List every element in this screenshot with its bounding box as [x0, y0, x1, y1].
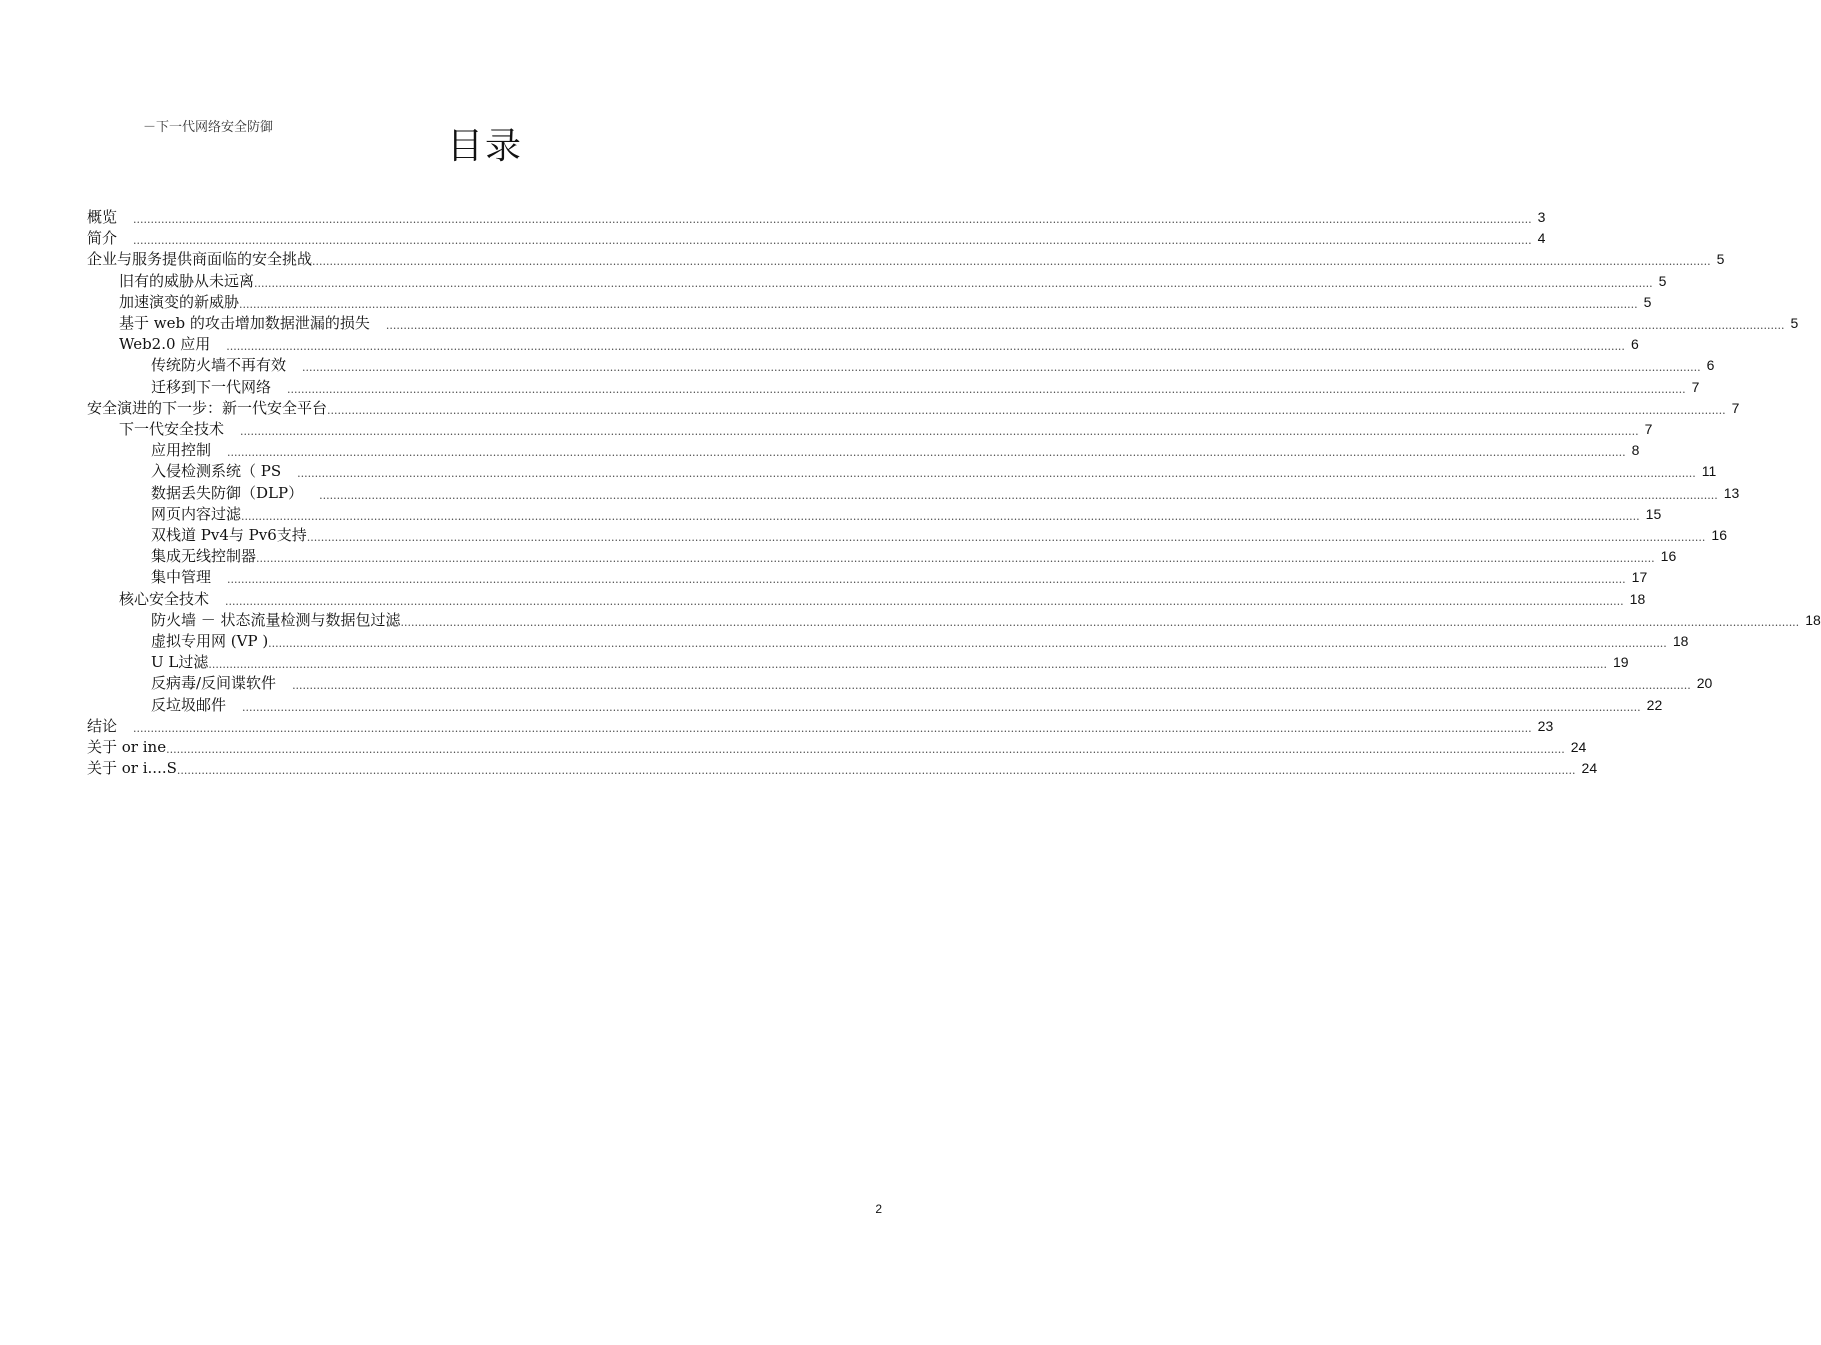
- toc-entry-page: 19: [1613, 654, 1629, 671]
- toc-leader-dots: ................................................................................................................................................................................................................................................................................................................................................................................................................: [133, 234, 1532, 248]
- toc-entry-label: 反垃圾邮件: [151, 695, 227, 714]
- toc-entry-label: 安全演进的下一步：新一代安全平台: [87, 398, 328, 417]
- toc-entry-label: 反病毒/反间谍软件: [151, 674, 277, 693]
- toc-entry-page: 6: [1630, 336, 1639, 353]
- toc-entry-label: 关于 or i....S: [87, 759, 177, 778]
- page-title: 目录: [446, 126, 523, 167]
- toc-entry-page: 5: [1790, 315, 1799, 331]
- page-number: 2: [875, 1202, 882, 1216]
- toc-leader-dots: ................................................................................................................................................................................................................................................................................................................................................................................................................: [133, 721, 1532, 735]
- toc-leader-dots: ................................................................................................................................................................................................................................................................................................................................................................................................................: [227, 573, 1626, 587]
- toc-leader-dots: ................................................................................................................................................................................................................................................................................................................................................................................................................: [166, 743, 1565, 756]
- toc-leader-dots: ................................................................................................................................................................................................................................................................................................................................................................................................................: [306, 531, 1706, 544]
- toc-leader-dots: ................................................................................................................................................................................................................................................................................................................................................................................................................: [226, 340, 1625, 354]
- toc-leader-dots: ................................................................................................................................................................................................................................................................................................................................................................................................................: [400, 615, 1800, 629]
- toc-leader-dots: ................................................................................................................................................................................................................................................................................................................................................................................................................: [240, 425, 1639, 438]
- toc-entry-page: 22: [1646, 696, 1663, 713]
- toc-entry[interactable]: [87, 398, 1740, 419]
- toc-entry[interactable]: [87, 228, 1546, 249]
- toc-entry-label: 核心安全技术: [119, 589, 210, 608]
- toc-leader-dots: ................................................................................................................................................................................................................................................................................................................................................................................................................: [385, 319, 1785, 332]
- toc-entry-label: 防火墙 － 状态流量检测与数据包过滤: [151, 610, 401, 629]
- toc-entry[interactable]: [87, 737, 1587, 758]
- toc-entry-page: 18: [1629, 590, 1646, 607]
- toc-leader-dots: ................................................................................................................................................................................................................................................................................................................................................................................................................: [302, 361, 1701, 375]
- toc-entry[interactable]: [151, 355, 1715, 376]
- toc-leader-dots: ................................................................................................................................................................................................................................................................................................................................................................................................................: [268, 637, 1667, 650]
- toc-entry-label: U L过滤: [151, 653, 209, 672]
- toc-entry[interactable]: [151, 695, 1663, 716]
- toc-entry-label: 集中管理: [151, 568, 212, 587]
- toc-entry[interactable]: [119, 589, 1646, 610]
- toc-entry-page: 8: [1631, 442, 1640, 459]
- toc-entry-page: 7: [1731, 399, 1740, 416]
- toc-entry-page: 4: [1537, 230, 1546, 247]
- toc-entry-label: 应用控制: [151, 441, 212, 460]
- toc-entry-label: Web2.0 应用: [119, 335, 211, 354]
- toc-entry[interactable]: [87, 249, 1725, 270]
- toc-entry-label: 结论: [87, 716, 118, 735]
- toc-entry[interactable]: [151, 631, 1689, 652]
- toc-entry-label: 传统防火墙不再有效: [151, 356, 287, 375]
- toc-entry-label: 数据丢失防御（DLP）: [151, 483, 304, 502]
- toc-leader-dots: ................................................................................................................................................................................................................................................................................................................................................................................................................: [297, 467, 1696, 481]
- toc-entry-page: 7: [1691, 378, 1700, 395]
- toc-entry-page: 7: [1644, 421, 1653, 437]
- toc-entry-page: 18: [1672, 633, 1689, 649]
- toc-entry-page: 15: [1645, 505, 1662, 522]
- toc-leader-dots: ................................................................................................................................................................................................................................................................................................................................................................................................................: [242, 700, 1641, 714]
- toc-entry[interactable]: [151, 567, 1648, 588]
- toc-entry[interactable]: [151, 504, 1662, 525]
- toc-entry-page: 20: [1696, 675, 1713, 692]
- toc-entry-label: 虚拟专用网 (VP ): [151, 632, 269, 650]
- toc-leader-dots: ................................................................................................................................................................................................................................................................................................................................................................................................................: [287, 382, 1686, 396]
- toc-entry-label: 加速演变的新威胁: [119, 292, 240, 311]
- toc-leader-dots: ................................................................................................................................................................................................................................................................................................................................................................................................................: [133, 213, 1532, 226]
- toc-entry-page: 18: [1805, 611, 1821, 628]
- toc-leader-dots: ................................................................................................................................................................................................................................................................................................................................................................................................................: [176, 764, 1576, 778]
- toc-entry-page: 5: [1643, 293, 1652, 310]
- toc-entry-label: 旧有的威胁从未远离: [119, 271, 255, 290]
- toc-entry-page: 24: [1581, 760, 1598, 777]
- toc-entry-label: 关于 or ine: [87, 738, 167, 756]
- toc-entry-page: 6: [1706, 357, 1715, 374]
- toc-entry[interactable]: [151, 483, 1740, 504]
- toc-entry[interactable]: [119, 292, 1652, 313]
- toc-leader-dots: ................................................................................................................................................................................................................................................................................................................................................................................................................: [241, 509, 1640, 523]
- toc-entry-label: 入侵检测系统（ PS: [151, 462, 282, 481]
- toc-entry[interactable]: [151, 673, 1713, 694]
- toc-leader-dots: ................................................................................................................................................................................................................................................................................................................................................................................................................: [225, 594, 1624, 608]
- toc-entry-page: 17: [1631, 569, 1648, 586]
- toc-entry-page: 5: [1716, 251, 1725, 268]
- toc-entry[interactable]: [151, 652, 1629, 673]
- toc-entry[interactable]: [151, 461, 1717, 482]
- toc-entry-page: 11: [1701, 463, 1717, 480]
- toc-leader-dots: ................................................................................................................................................................................................................................................................................................................................................................................................................: [292, 679, 1691, 693]
- toc-leader-dots: ................................................................................................................................................................................................................................................................................................................................................................................................................: [227, 446, 1626, 460]
- toc-entry-label: 基于 web 的攻击增加数据泄漏的损失: [119, 314, 370, 332]
- toc-entry[interactable]: [87, 716, 1554, 737]
- toc-entry-page: 13: [1723, 484, 1740, 501]
- toc-leader-dots: ................................................................................................................................................................................................................................................................................................................................................................................................................: [312, 255, 1711, 269]
- toc-entry[interactable]: [151, 377, 1700, 398]
- toc-entry-label: 迁移到下一代网络: [151, 377, 272, 396]
- toc-entry-page: 16: [1660, 548, 1677, 565]
- toc-leader-dots: ................................................................................................................................................................................................................................................................................................................................................................................................................: [327, 403, 1726, 417]
- toc-leader-dots: ................................................................................................................................................................................................................................................................................................................................................................................................................: [319, 488, 1718, 502]
- toc-entry[interactable]: [151, 610, 1821, 631]
- document-subtitle: －下一代网络安全防御: [143, 120, 274, 135]
- toc-entry-label: 集成无线控制器: [151, 547, 257, 566]
- toc-entry[interactable]: [151, 546, 1677, 567]
- toc-entry[interactable]: [119, 271, 1667, 292]
- toc-entry-page: 16: [1711, 527, 1727, 543]
- toc-entry-page: 3: [1537, 209, 1546, 225]
- toc-entry[interactable]: [87, 758, 1598, 779]
- toc-entry-page: 5: [1658, 272, 1667, 289]
- toc-leader-dots: ................................................................................................................................................................................................................................................................................................................................................................................................................: [208, 658, 1608, 672]
- toc-entry-page: 24: [1570, 739, 1587, 755]
- toc-entry[interactable]: [151, 440, 1640, 461]
- toc-entry[interactable]: [87, 207, 1546, 228]
- toc-entry-label: 企业与服务提供商面临的安全挑战: [87, 250, 313, 269]
- toc-entry[interactable]: [151, 525, 1727, 546]
- toc-entry-label: 概览: [87, 208, 118, 226]
- toc-leader-dots: ................................................................................................................................................................................................................................................................................................................................................................................................................: [256, 552, 1655, 566]
- toc-entry[interactable]: [119, 334, 1639, 355]
- toc-entry-label: 双栈道 Pv4与 Pv6支持: [151, 526, 307, 544]
- toc-entry-label: 简介: [87, 229, 118, 248]
- toc-entry-label: 网页内容过滤: [151, 504, 242, 523]
- toc-entry[interactable]: [119, 419, 1653, 440]
- toc-entry-page: 23: [1537, 717, 1554, 734]
- toc-entry-label: 下一代安全技术: [119, 420, 225, 438]
- toc-leader-dots: ................................................................................................................................................................................................................................................................................................................................................................................................................: [254, 276, 1653, 290]
- toc-leader-dots: ................................................................................................................................................................................................................................................................................................................................................................................................................: [239, 297, 1638, 311]
- toc-entry[interactable]: [119, 313, 1799, 334]
